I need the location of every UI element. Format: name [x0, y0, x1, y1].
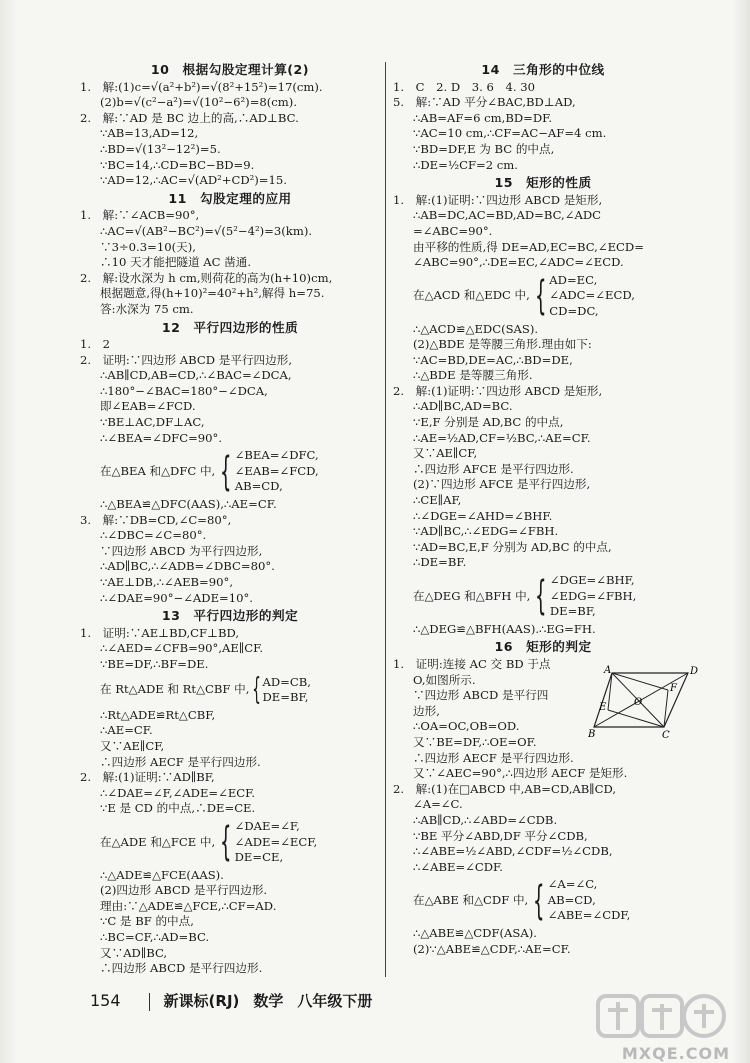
answer-line: ∴∠DAE=90°−∠ADE=10°.: [100, 590, 253, 605]
answer-line: ∴∠DAE=∠F,∠ADE=∠ECF.: [100, 785, 256, 800]
answer-line: 1. 解:(1)c=√(a²+b²)=√(8²+15²)=17(cm).: [80, 79, 323, 94]
answer-line: ∠A=∠C.: [413, 797, 463, 812]
label-e: E: [599, 702, 607, 713]
answer-line: ∴△BEA≌△DFC(AAS),∴AE=CF.: [100, 497, 277, 512]
answer-line: (2)四边形 ABCD 是平行四边形.: [100, 883, 268, 898]
answer-line: (2)∵△ABE≌△CDF,∴AE=CF.: [413, 941, 571, 956]
answer-line: ∠DAE=∠F,: [234, 818, 300, 833]
answer-line: 5. 解:∵AD 平分∠BAC,BD⊥AD,: [393, 95, 576, 110]
answer-line: ∴四边形 AFCE 是平行四边形.: [413, 461, 574, 476]
label-c: C: [662, 730, 670, 740]
section-title: 11 勾股定理的应用: [168, 190, 292, 206]
answer-line: 根据题意,得(h+10)²=40²+h²,解得 h=75.: [100, 286, 325, 301]
equation-system: [393, 573, 693, 620]
answer-line: 在△ADE 和△FCE 中,: [100, 834, 216, 849]
answer-line: ∴Rt△ADE≌Rt△CBF,: [100, 707, 216, 722]
section-title: 12 平行四边形的性质: [161, 319, 299, 335]
answer-line: 又∵AD∥BC,: [100, 945, 168, 960]
section-title: 13 平行四边形的判定: [161, 608, 299, 624]
answer-line: 在△ACD 和△EDC 中,: [413, 288, 530, 303]
label-d: D: [690, 666, 698, 677]
answer-line: ∴∠DBC=∠C=80°.: [100, 528, 207, 543]
answer-line: ∴四边形 ABCD 是平行四边形.: [100, 961, 263, 976]
answer-line: 理由:∵△ADE≌△FCE,∴CF=AD.: [100, 898, 277, 913]
right-column: [393, 60, 693, 957]
answer-line: ∴CE∥AF,: [413, 493, 462, 508]
section-title: 15 矩形的性质: [494, 175, 592, 191]
answer-line: ∴△DEG≌△BFH(AAS).∴EG=FH.: [413, 621, 596, 636]
section-title: 16 矩形的判定: [494, 639, 592, 655]
answer-line: ∵BE⊥AC,DF⊥AC,: [100, 415, 205, 430]
answer-line: AB=CD,: [234, 479, 283, 494]
answer-line: ∠DGE=∠BHF,: [549, 573, 635, 587]
answer-line: CD=DC,: [549, 303, 599, 318]
answer-line: O,如图所示.: [413, 672, 476, 687]
answer-line: ∴AB∥CD,AB=CD,∴∠BAC=∠DCA,: [100, 368, 292, 383]
answer-line: ∵BE 平分∠ABD,DF 平分∠CDB,: [413, 828, 588, 843]
answer-line: 在△DEG 和△BFH 中,: [413, 588, 531, 603]
answer-line: 又∵∠AEC=90°,∴四边形 AECF 是矩形.: [413, 766, 628, 781]
answer-line: 又∵BE=DF,∴OE=OF.: [413, 734, 537, 749]
answer-line: ∵E 是 CD 的中点,∴DE=CE.: [100, 801, 256, 816]
answer-line: ∴DE=BF.: [413, 555, 467, 570]
section-title: 14 三角形的中位线: [481, 62, 605, 77]
answer-line: ∴∠AED=∠CFB=90°,AE∥CF.: [100, 641, 264, 656]
answer-line: ∵AD∥BC,∴∠EDG=∠FBH.: [413, 524, 559, 539]
answer-line: ∠EAB=∠FCD,: [234, 463, 319, 478]
answer-line: ∠EDG=∠FBH,: [549, 588, 637, 603]
brace-glyph: {: [533, 877, 545, 924]
book-grade: 八年级下册: [297, 992, 373, 1010]
equation-system: [80, 819, 380, 866]
watermark-logo-icon: [596, 990, 726, 1052]
answer-line: ∵BC=14,∴CD=BC−BD=9.: [100, 157, 255, 172]
answer-line: ∠A=∠C,: [547, 877, 598, 892]
answer-line: 2. 解:∵AD 是 BC 边上的高,∴AD⊥BC.: [80, 110, 299, 125]
answer-line: 又∵AE∥CF,: [100, 738, 165, 753]
answer-line: 1. 解:(1)证明:∵四边形 ABCD 是矩形,: [393, 192, 603, 207]
label-b: B: [588, 729, 596, 740]
answer-line: DE=CE,: [234, 850, 284, 865]
answer-line: ∴∠BEA=∠DFC=90°.: [100, 430, 223, 445]
answer-line: ∵四边形 ABCD 是平行四: [413, 688, 549, 703]
answer-line: 1. 2: [80, 337, 111, 352]
answer-line: ∴AE=½AD,CF=½BC,∴AE=CF.: [413, 430, 591, 445]
answer-line: ∴BC=CF,∴AD=BC.: [100, 930, 210, 945]
answer-line: 1. C 2. D 3. 6 4. 30: [393, 79, 535, 94]
answer-line: DE=BF,: [262, 690, 309, 705]
answer-line: ∴10 天才能把隧道 AC 凿通.: [100, 255, 252, 270]
answer-line: (2)△BDE 是等腰三角形.理由如下:: [413, 337, 592, 352]
answer-line: ∴AB=AF=6 cm,BD=DF.: [413, 110, 553, 125]
answer-line: ∴BD=√(13²−12²)=5.: [100, 141, 221, 156]
equation-system: [393, 877, 693, 924]
answer-line: ∵四边形 ABCD 为平行四边形,: [100, 543, 263, 558]
answer-line: ∴AE=CF.: [100, 723, 153, 738]
answer-line: 1. 证明:∵AE⊥BD,CF⊥BD,: [80, 625, 240, 640]
answer-line: AB=CD,: [547, 892, 596, 907]
answer-line: ∴△BDE 是等腰三角形.: [413, 368, 533, 383]
answer-line: ∵BE=DF,∴BF=DE.: [100, 656, 209, 671]
column-divider: [385, 62, 386, 977]
equation-system: [80, 448, 380, 495]
equation-system: [80, 672, 380, 708]
watermark-text: MXQE.COM: [621, 1044, 730, 1063]
answer-line: 在△ABE 和△CDF 中,: [413, 892, 529, 907]
answer-line: 即∠EAB=∠FCD.: [100, 399, 196, 414]
answer-line: 2. 解:(1)证明:∵AD∥BF,: [80, 770, 215, 785]
answer-line: ∴DE=½CF=2 cm.: [413, 157, 518, 172]
brace-glyph: {: [220, 448, 232, 495]
answer-line: 由平移的性质,得 DE=AD,EC=BC,∠ECD=: [413, 239, 644, 254]
answer-line: DE=BF,: [549, 604, 596, 619]
book-subject: 数学: [253, 992, 284, 1010]
answer-line: ∠BEA=∠DFC,: [234, 448, 319, 463]
answer-line: ∴△ADE≌△FCE(AAS).: [100, 867, 224, 882]
system-lines: [548, 877, 631, 924]
answer-line: ∵AD=12,∴AC=√(AD²+CD²)=15.: [100, 173, 287, 188]
answer-line: ∴△ABE≌△CDF(ASA).: [413, 926, 537, 941]
answer-line: 3. 解:∵DB=CD,∠C=80°,: [80, 512, 232, 527]
system-lines: [549, 273, 635, 320]
answer-line: ∴四边形 AECF 是平行四边形.: [100, 754, 261, 769]
answer-line: ∵AD=BC,E,F 分别为 AD,BC 的中点,: [413, 539, 612, 554]
system-lines: [235, 819, 318, 866]
answer-line: ∠ABE=∠CDF,: [547, 908, 631, 923]
brace-glyph: {: [535, 573, 547, 620]
label-o: O: [634, 697, 643, 708]
brace-glyph: {: [534, 273, 547, 320]
answer-line: (2)∵四边形 AFCE 是平行四边形,: [413, 477, 591, 492]
answer-line: ∵3÷0.3=10(天),: [100, 239, 196, 254]
answer-line: AD=CB,: [262, 674, 311, 689]
brace-glyph: {: [220, 819, 232, 866]
answer-line: ∵E,F 分别是 AD,BC 的中点,: [413, 415, 564, 430]
answer-line: ∴△ACD≌△EDC(SAS).: [413, 321, 539, 336]
left-column: [80, 60, 380, 977]
answer-line: ∴AD∥BC,AD=BC.: [413, 399, 513, 414]
answer-line: 2. 解:(1)在□ABCD 中,AB=CD,AB∥CD,: [393, 781, 617, 796]
answer-line: ∴∠ABE=∠CDF.: [413, 859, 503, 874]
answer-line: ∴AC=√(AB²−BC²)=√(5²−4²)=3(km).: [100, 223, 313, 238]
answer-line: 1. 证明:连接 AC 交 BD 于点: [393, 656, 551, 671]
system-lines: [262, 675, 310, 706]
answer-line: 2. 解:设水深为 h cm,则荷花的高为(h+10)cm,: [80, 270, 333, 285]
answer-line: ∵AE⊥DB,∴∠AEB=90°,: [100, 575, 234, 589]
answer-line: 在 Rt△ADE 和 Rt△CBF 中,: [100, 682, 250, 697]
equation-system: [393, 273, 693, 320]
brace-glyph: {: [252, 672, 262, 708]
answer-line: ∵AC=10 cm,∴CF=AC−AF=4 cm.: [413, 126, 607, 141]
answer-line: 2. 解:(1)证明:∵四边形 ABCD 是矩形,: [393, 383, 603, 398]
answer-line: ∴∠DGE=∠AHD=∠BHF.: [413, 508, 553, 523]
answer-line: ∴AB=DC,AC=BD,AD=BC,∠ADC: [413, 208, 601, 223]
answer-line: ∠ADE=∠ECF,: [234, 834, 318, 849]
answer-line: ∴180°−∠BAC=180°−∠DCA,: [100, 383, 268, 398]
answer-line: 边形,: [413, 703, 440, 718]
page-number: 154: [90, 991, 121, 1010]
answer-line: ∴OA=OC,OB=OD.: [413, 719, 520, 734]
answer-line: ∵BD=DF,E 为 BC 的中点,: [413, 141, 555, 156]
answer-line: ∵AC=BD,DE=AC,∴BD=DE,: [413, 352, 573, 367]
answer-line: (2)b=√(c²−a²)=√(10²−6²)=8(cm).: [100, 95, 298, 110]
parallelogram-figure: [588, 665, 698, 740]
book-series: 新课标(RJ): [163, 992, 240, 1010]
answer-line: 又∵AE∥CF,: [413, 446, 478, 461]
answer-line: ∠ABC=90°,∴DE=EC,∠ADC=∠ECD.: [413, 255, 624, 270]
page-footer: [90, 990, 386, 1011]
answer-line: AD=EC,: [549, 272, 598, 287]
label-f: F: [670, 683, 677, 694]
answer-line: =∠ABC=90°.: [413, 223, 493, 238]
answer-line: 2. 证明:∵四边形 ABCD 是平行四边形,: [80, 352, 293, 367]
section-title: 10 根据勾股定理计算(2): [150, 62, 310, 77]
footer-divider: [149, 993, 150, 1011]
answer-line: ∵C 是 BF 的中点,: [100, 914, 194, 929]
answer-line: ∵AB=13,AD=12,: [100, 126, 199, 141]
system-lines: [550, 573, 637, 620]
answer-line: ∴∠ABE=½∠ABD,∠CDF=½∠CDB,: [413, 844, 613, 859]
answer-line: ∴四边形 AECF 是平行四边形.: [413, 750, 574, 765]
answer-line: 1. 解:∵∠ACB=90°,: [80, 208, 200, 223]
answer-line: ∴AD∥BC,∴∠ADB=∠DBC=80°.: [100, 559, 275, 574]
answer-line: ∴AB∥CD,∴∠ABD=∠CDB.: [413, 812, 558, 827]
label-a: A: [604, 665, 612, 676]
answer-line: ∠ADC=∠ECD,: [549, 288, 635, 303]
answer-line: 答:水深为 75 cm.: [100, 301, 194, 316]
system-lines: [235, 448, 319, 495]
answer-line: 在△BEA 和△DFC 中,: [100, 463, 216, 478]
